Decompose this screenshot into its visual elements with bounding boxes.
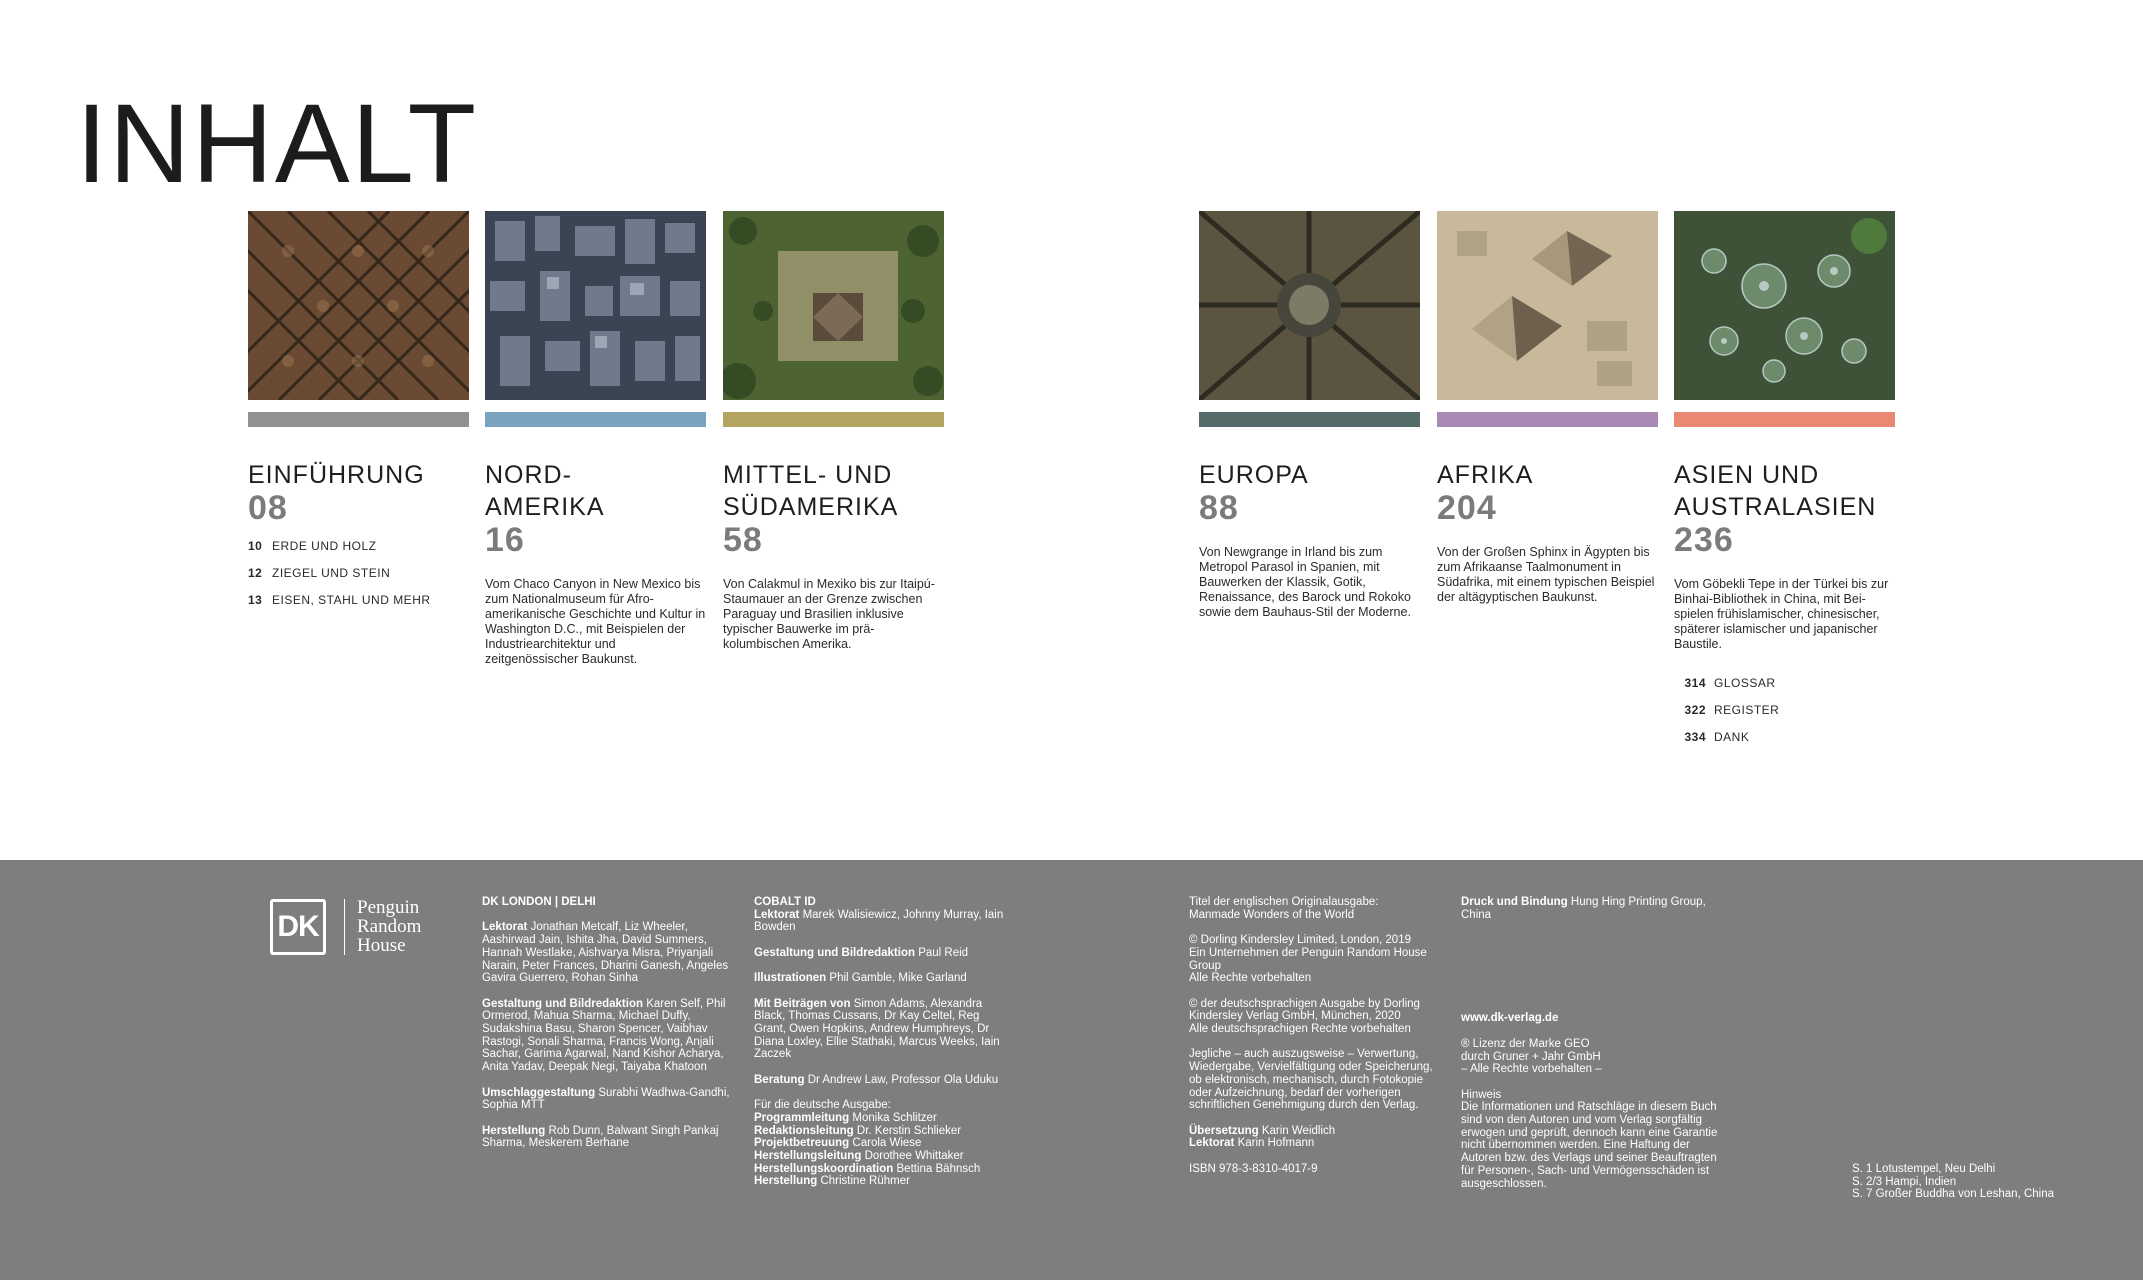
imprint-label: Druck und Bindung <box>1461 896 1568 908</box>
section-photo <box>1674 211 1895 400</box>
section-title: MITTEL- UND SÜDAMERIKA <box>723 461 899 521</box>
section-color-bar <box>1674 412 1895 427</box>
imprint-label: Programmleitung <box>754 1111 850 1124</box>
imprint-column-dk <box>482 896 738 1163</box>
imprint-text: Simon Adams, Alexandra Black, Thomas Cussans, Dr Kay Celtel, Reg Grant, Owen Hopkins, Andrew Humphreys, Dr Diana Loxley, Ellie Stathaki, Marcus Weeks, Iain Zaczek <box>754 997 1000 1061</box>
section-afrika[interactable] <box>1437 211 1658 605</box>
imprint-line <box>1189 934 1445 947</box>
section-photo <box>1199 211 1420 400</box>
imprint-text: Hung Hing Printing Group, China <box>1461 896 1706 921</box>
imprint-paragraph <box>754 1074 1010 1087</box>
imprint-line <box>1189 998 1445 1023</box>
section-title: EUROPA <box>1199 461 1309 489</box>
imprint-label: Gestaltung und Bildredaktion <box>754 946 916 959</box>
imprint-line <box>1189 947 1445 972</box>
toc-label: GLOSSAR <box>1714 676 1776 690</box>
imprint-label: Redaktionsleitung <box>754 1124 854 1137</box>
toc-item[interactable] <box>248 539 469 554</box>
logo-line: Random <box>357 916 422 937</box>
section-description: Von Calakmul in Mexiko bis zur Itaipú-Staumauer an der Grenze zwischen Paraguay und Brasilien inklusive typischer Bauwerke im präkolumbischen Amerika. <box>723 577 935 651</box>
imprint-line <box>754 909 1010 934</box>
imprint-line <box>482 896 738 909</box>
imprint-text: Hinweis <box>1461 1088 1502 1101</box>
logo-line: House <box>357 935 406 956</box>
imprint-label: www.dk-verlag.de <box>1461 1012 1559 1025</box>
section-einfuehrung[interactable] <box>248 211 469 620</box>
imprint-line <box>754 947 1010 960</box>
imprint-line <box>1461 1101 1723 1190</box>
imprint-line <box>754 1163 1010 1176</box>
imprint-text: Alle Rechte vorbehalten <box>1189 972 1312 985</box>
imprint-label: Umschlaggestaltung <box>482 1086 596 1099</box>
imprint-label: Beratung <box>754 1073 805 1086</box>
imprint-text: Titel der englischen Originalausgabe: <box>1189 896 1379 908</box>
aerial-skyscrapers-image <box>485 211 706 400</box>
imprint-label: Illustrationen <box>754 972 827 985</box>
section-title: NORD- AMERIKA <box>485 461 605 521</box>
section-title: AFRIKA <box>1437 461 1534 489</box>
imprint-text: Phil Gamble, Mike Garland <box>829 972 967 985</box>
imprint-text: ISBN 978-3-8310-4017-9 <box>1189 1162 1318 1175</box>
imprint-paragraph <box>1189 998 1445 1036</box>
imprint-text: Bettina Bähnsch <box>896 1162 981 1175</box>
imprint-paragraph <box>1189 1125 1445 1150</box>
toc-label: ERDE UND HOLZ <box>272 539 377 553</box>
imprint-line <box>754 1099 1010 1112</box>
imprint-label: Lektorat <box>1189 1137 1235 1150</box>
imprint-line <box>754 1150 1010 1163</box>
imprint-line <box>1189 1048 1445 1112</box>
imprint-text: © der deutschsprachigen Ausgabe by Dorling Kindersley Verlag GmbH, München, 2020 <box>1189 997 1420 1023</box>
toc-item[interactable] <box>248 566 469 581</box>
imprint-text: Monika Schlitzer <box>852 1111 937 1124</box>
imprint-line <box>482 1087 738 1112</box>
aerial-pyramid-jungle-image <box>723 211 944 400</box>
imprint-paragraph <box>482 896 738 909</box>
aerial-city-grid-image <box>248 211 469 400</box>
section-title: EINFÜHRUNG <box>248 461 425 489</box>
imprint-paragraph <box>1189 1048 1445 1112</box>
imprint-line <box>754 998 1010 1062</box>
imprint-line <box>754 896 1010 909</box>
toc-page: 13 <box>248 593 263 607</box>
imprint-text: Karin Weidlich <box>1261 1124 1336 1137</box>
imprint-text: Rob Dunn, Balwant Singh Pankaj Sharma, Meskerem Berhane <box>482 1124 719 1150</box>
toc-page: 12 <box>248 566 263 580</box>
imprint-text: Carola Wiese <box>852 1137 922 1150</box>
imprint-column-printing <box>1461 896 1723 1203</box>
imprint-text: ® Lizenz der Marke GEO <box>1461 1037 1590 1050</box>
dk-logo: DK <box>270 899 326 955</box>
section-description: Vom Göbekli Tepe in der Türkei bis zur Binhai-Bibliothek in China, mit Beispielen frühislamischer, chinesischer, späterer islamischer und japanischer Baustile. <box>1674 577 1889 651</box>
section-color-bar <box>1199 412 1420 427</box>
imprint-line <box>754 1112 1010 1125</box>
section-photo <box>723 211 944 400</box>
imprint-line <box>1189 909 1445 922</box>
toc-page: 334 <box>1684 730 1706 744</box>
imprint-column-copyright <box>1189 896 1445 1188</box>
imprint-text: Für die deutsche Ausgabe: <box>754 1099 891 1112</box>
toc-item[interactable] <box>1674 676 1895 691</box>
imprint-text: © Dorling Kindersley Limited, London, 2019 <box>1189 934 1411 947</box>
imprint-line <box>754 1175 1010 1188</box>
imprint-label: Gestaltung und Bildredaktion <box>482 997 644 1010</box>
imprint-paragraph <box>1189 934 1445 985</box>
image-caption: S. 1 Lotustempel, Neu Delhi <box>1852 1163 1996 1175</box>
section-europa[interactable] <box>1199 211 1420 620</box>
imprint-paragraph <box>1461 1089 1723 1191</box>
imprint-text: Dr. Kerstin Schlieker <box>856 1124 962 1137</box>
imprint-line <box>1189 1125 1445 1138</box>
imprint-line <box>1461 1089 1723 1102</box>
imprint-line <box>1189 1163 1445 1176</box>
imprint-label: Herstellungskoordination <box>754 1162 894 1175</box>
toc-label: DANK <box>1714 730 1750 744</box>
toc-page: 10 <box>248 539 263 553</box>
toc-label: EISEN, STAHL UND MEHR <box>272 593 431 607</box>
imprint-line <box>754 1074 1010 1087</box>
imprint-line <box>1461 896 1723 921</box>
imprint-line <box>482 921 738 985</box>
imprint-text: Manmade Wonders of the World <box>1189 908 1355 921</box>
imprint-paragraph <box>1189 1163 1445 1176</box>
toc-list <box>1674 676 1895 745</box>
image-caption: S. 7 Großer Buddha von Leshan, China <box>1852 1188 2055 1201</box>
imprint-text: Karin Hofmann <box>1237 1137 1315 1150</box>
imprint-label: Übersetzung <box>1189 1124 1259 1137</box>
imprint-text: Surabhi Wadhwa-Gandhi, Sophia MTT <box>482 1086 730 1112</box>
section-color-bar <box>723 412 944 427</box>
imprint-text: Ein Unternehmen der Penguin Random House Group <box>1189 946 1427 972</box>
imprint-text: Die Informationen und Ratschläge in diesem Buch sind von den Autoren und vom Verlag sorgfältig erwogen und geprüft, dennoch kann eine Garantie nicht übernommen werden. Eine Haftung der Autoren bzw. des Verlags und seiner Beauftragten für Personen-, Sach- und Vermögensschäden ist ausgeschlossen. <box>1461 1101 1718 1190</box>
imprint-line <box>1461 1012 1723 1025</box>
imprint-line <box>1189 972 1445 985</box>
imprint-text: Dr Andrew Law, Professor Ola Uduku <box>807 1073 999 1086</box>
section-page-number: 08 <box>248 489 288 527</box>
imprint-paragraph <box>482 998 738 1074</box>
aerial-star-plaza-image <box>1199 211 1420 400</box>
section-page-number: 16 <box>485 521 525 559</box>
toc-item[interactable] <box>248 593 469 608</box>
imprint-paragraph <box>482 1125 738 1150</box>
imprint-paragraph <box>1461 1038 1723 1076</box>
aerial-pyramids-desert-image <box>1437 211 1658 400</box>
imprint-line <box>482 1125 738 1150</box>
imprint-label: Lektorat <box>754 908 800 921</box>
imprint-label: Herstellung <box>482 1124 546 1137</box>
toc-item[interactable] <box>1674 730 1895 745</box>
imprint-label: DK LONDON | DELHI <box>482 896 596 908</box>
imprint-paragraph <box>754 1099 1010 1188</box>
imprint-line <box>754 1125 1010 1138</box>
section-asien-australasien[interactable] <box>1674 211 1895 757</box>
imprint-label: Lektorat <box>482 921 528 934</box>
section-photo <box>485 211 706 400</box>
toc-page: 322 <box>1684 703 1706 717</box>
imprint-line <box>1189 1137 1445 1150</box>
section-page-number: 236 <box>1674 521 1734 559</box>
imprint-label: Mit Beiträgen von <box>754 997 851 1010</box>
penguin-random-house-logo <box>357 898 421 955</box>
toc-item[interactable] <box>1674 703 1895 718</box>
toc-label: REGISTER <box>1714 703 1780 717</box>
section-description: Von Newgrange in Irland bis zum Metropol Parasol in Spanien, mit Bauwerken der Klassik, Gotik, Renaissance, des Barock und Rokoko sowie dem Bauhaus-Stil der Moderne. <box>1199 545 1411 619</box>
imprint-paragraph <box>482 1087 738 1112</box>
imprint-label: Projektbetreuung <box>754 1137 850 1150</box>
imprint-line <box>754 1137 1010 1150</box>
toc-list <box>248 539 469 608</box>
imprint-paragraph <box>754 998 1010 1062</box>
imprint-line <box>1461 1063 1723 1076</box>
imprint-paragraph <box>1461 896 1723 921</box>
imprint-paragraph <box>754 972 1010 985</box>
imprint-text: Christine Rühmer <box>820 1175 910 1188</box>
imprint-label: COBALT ID <box>754 896 816 908</box>
publisher-logo <box>270 898 421 955</box>
logo-divider <box>344 899 345 955</box>
imprint-line <box>1461 1038 1723 1051</box>
logo-line: Penguin <box>357 897 420 918</box>
section-page-number: 58 <box>723 521 763 559</box>
section-title: ASIEN UND AUSTRALASIEN <box>1674 461 1877 521</box>
imprint-text: Marek Walisiewicz, Johnny Murray, Iain Bowden <box>754 908 1004 934</box>
section-photo <box>248 211 469 400</box>
imprint-footer <box>0 860 2143 1280</box>
imprint-text: Jegliche – auch auszugsweise – Verwertung, Wiedergabe, Vervielfältigung oder Speicherung, ob elektronisch, mechanisch, durch Fotokopie oder Aufzeichnung, bedarf der vorherigen schriftlichen Genehmigung durch den Verlag. <box>1189 1048 1433 1112</box>
imprint-label: Herstellungsleitung <box>754 1149 862 1162</box>
section-description: Von der Großen Sphinx in Ägypten bis zum Afrikaanse Taalmonument in Südafrika, mit einem typischen Beispiel der altägyptischen Baukunst. <box>1437 545 1655 604</box>
imprint-paragraph <box>754 947 1010 960</box>
imprint-column-cobalt <box>754 896 1010 1201</box>
section-page-number: 88 <box>1199 489 1239 527</box>
imprint-text: Alle deutschsprachigen Rechte vorbehalten <box>1189 1023 1411 1035</box>
toc-label: ZIEGEL UND STEIN <box>272 566 391 580</box>
imprint-text: Karen Self, Phil Ormerod, Mahua Sharma, Michael Duffy, Sudakshina Basu, Sharon Spencer, Vaibhav Rastogi, Sonali Sharma, Francis Wong, Anjali Sachar, Garima Agarwal, Nand Kishor Acharya, Anita Yadav, Deepak Negi, Taiyaba Khatoon <box>482 997 726 1074</box>
imprint-label: Herstellung <box>754 1175 818 1188</box>
section-mittel-suedamerika[interactable] <box>723 211 944 652</box>
imprint-text: Dorothee Whittaker <box>864 1149 964 1162</box>
imprint-line <box>1189 1023 1445 1036</box>
image-captions <box>1852 1163 2054 1201</box>
section-page-number: 204 <box>1437 489 1497 527</box>
imprint-text: Jonathan Metcalf, Liz Wheeler, Aashirwad Jain, Ishita Jha, David Summers, Hannah Westlake, Aishvarya Misra, Priyanjali Narain, Peter Frances, Dharini Ganesh, Angeles Gavira Guerrero, Rohan Sinha <box>482 921 729 985</box>
section-photo <box>1437 211 1658 400</box>
imprint-paragraph <box>482 921 738 985</box>
toc-page: 314 <box>1684 676 1706 690</box>
page-title: INHALT <box>76 81 478 206</box>
section-nordamerika[interactable] <box>485 211 706 667</box>
imprint-line <box>482 998 738 1074</box>
imprint-line <box>1189 896 1445 909</box>
section-color-bar <box>248 412 469 427</box>
section-color-bar <box>485 412 706 427</box>
imprint-text: durch Gruner + Jahr GmbH <box>1461 1050 1601 1063</box>
aerial-supertree-garden-image <box>1674 211 1895 400</box>
imprint-paragraph <box>754 896 1010 934</box>
image-caption: S. 2/3 Hampi, Indien <box>1852 1175 1957 1188</box>
imprint-text: – Alle Rechte vorbehalten – <box>1461 1063 1602 1076</box>
imprint-paragraph <box>1189 896 1445 921</box>
imprint-paragraph <box>1461 1012 1723 1025</box>
section-color-bar <box>1437 412 1658 427</box>
imprint-line <box>754 972 1010 985</box>
imprint-text: Paul Reid <box>918 946 969 959</box>
section-description: Vom Chaco Canyon in New Mexico bis zum Nationalmuseum für Afroamerikanische Geschichte und Kultur in Washington D.C., mit Beispielen der Industriearchitektur und zeitgenössischer Baukunst. <box>485 577 706 666</box>
imprint-line <box>1461 1051 1723 1064</box>
